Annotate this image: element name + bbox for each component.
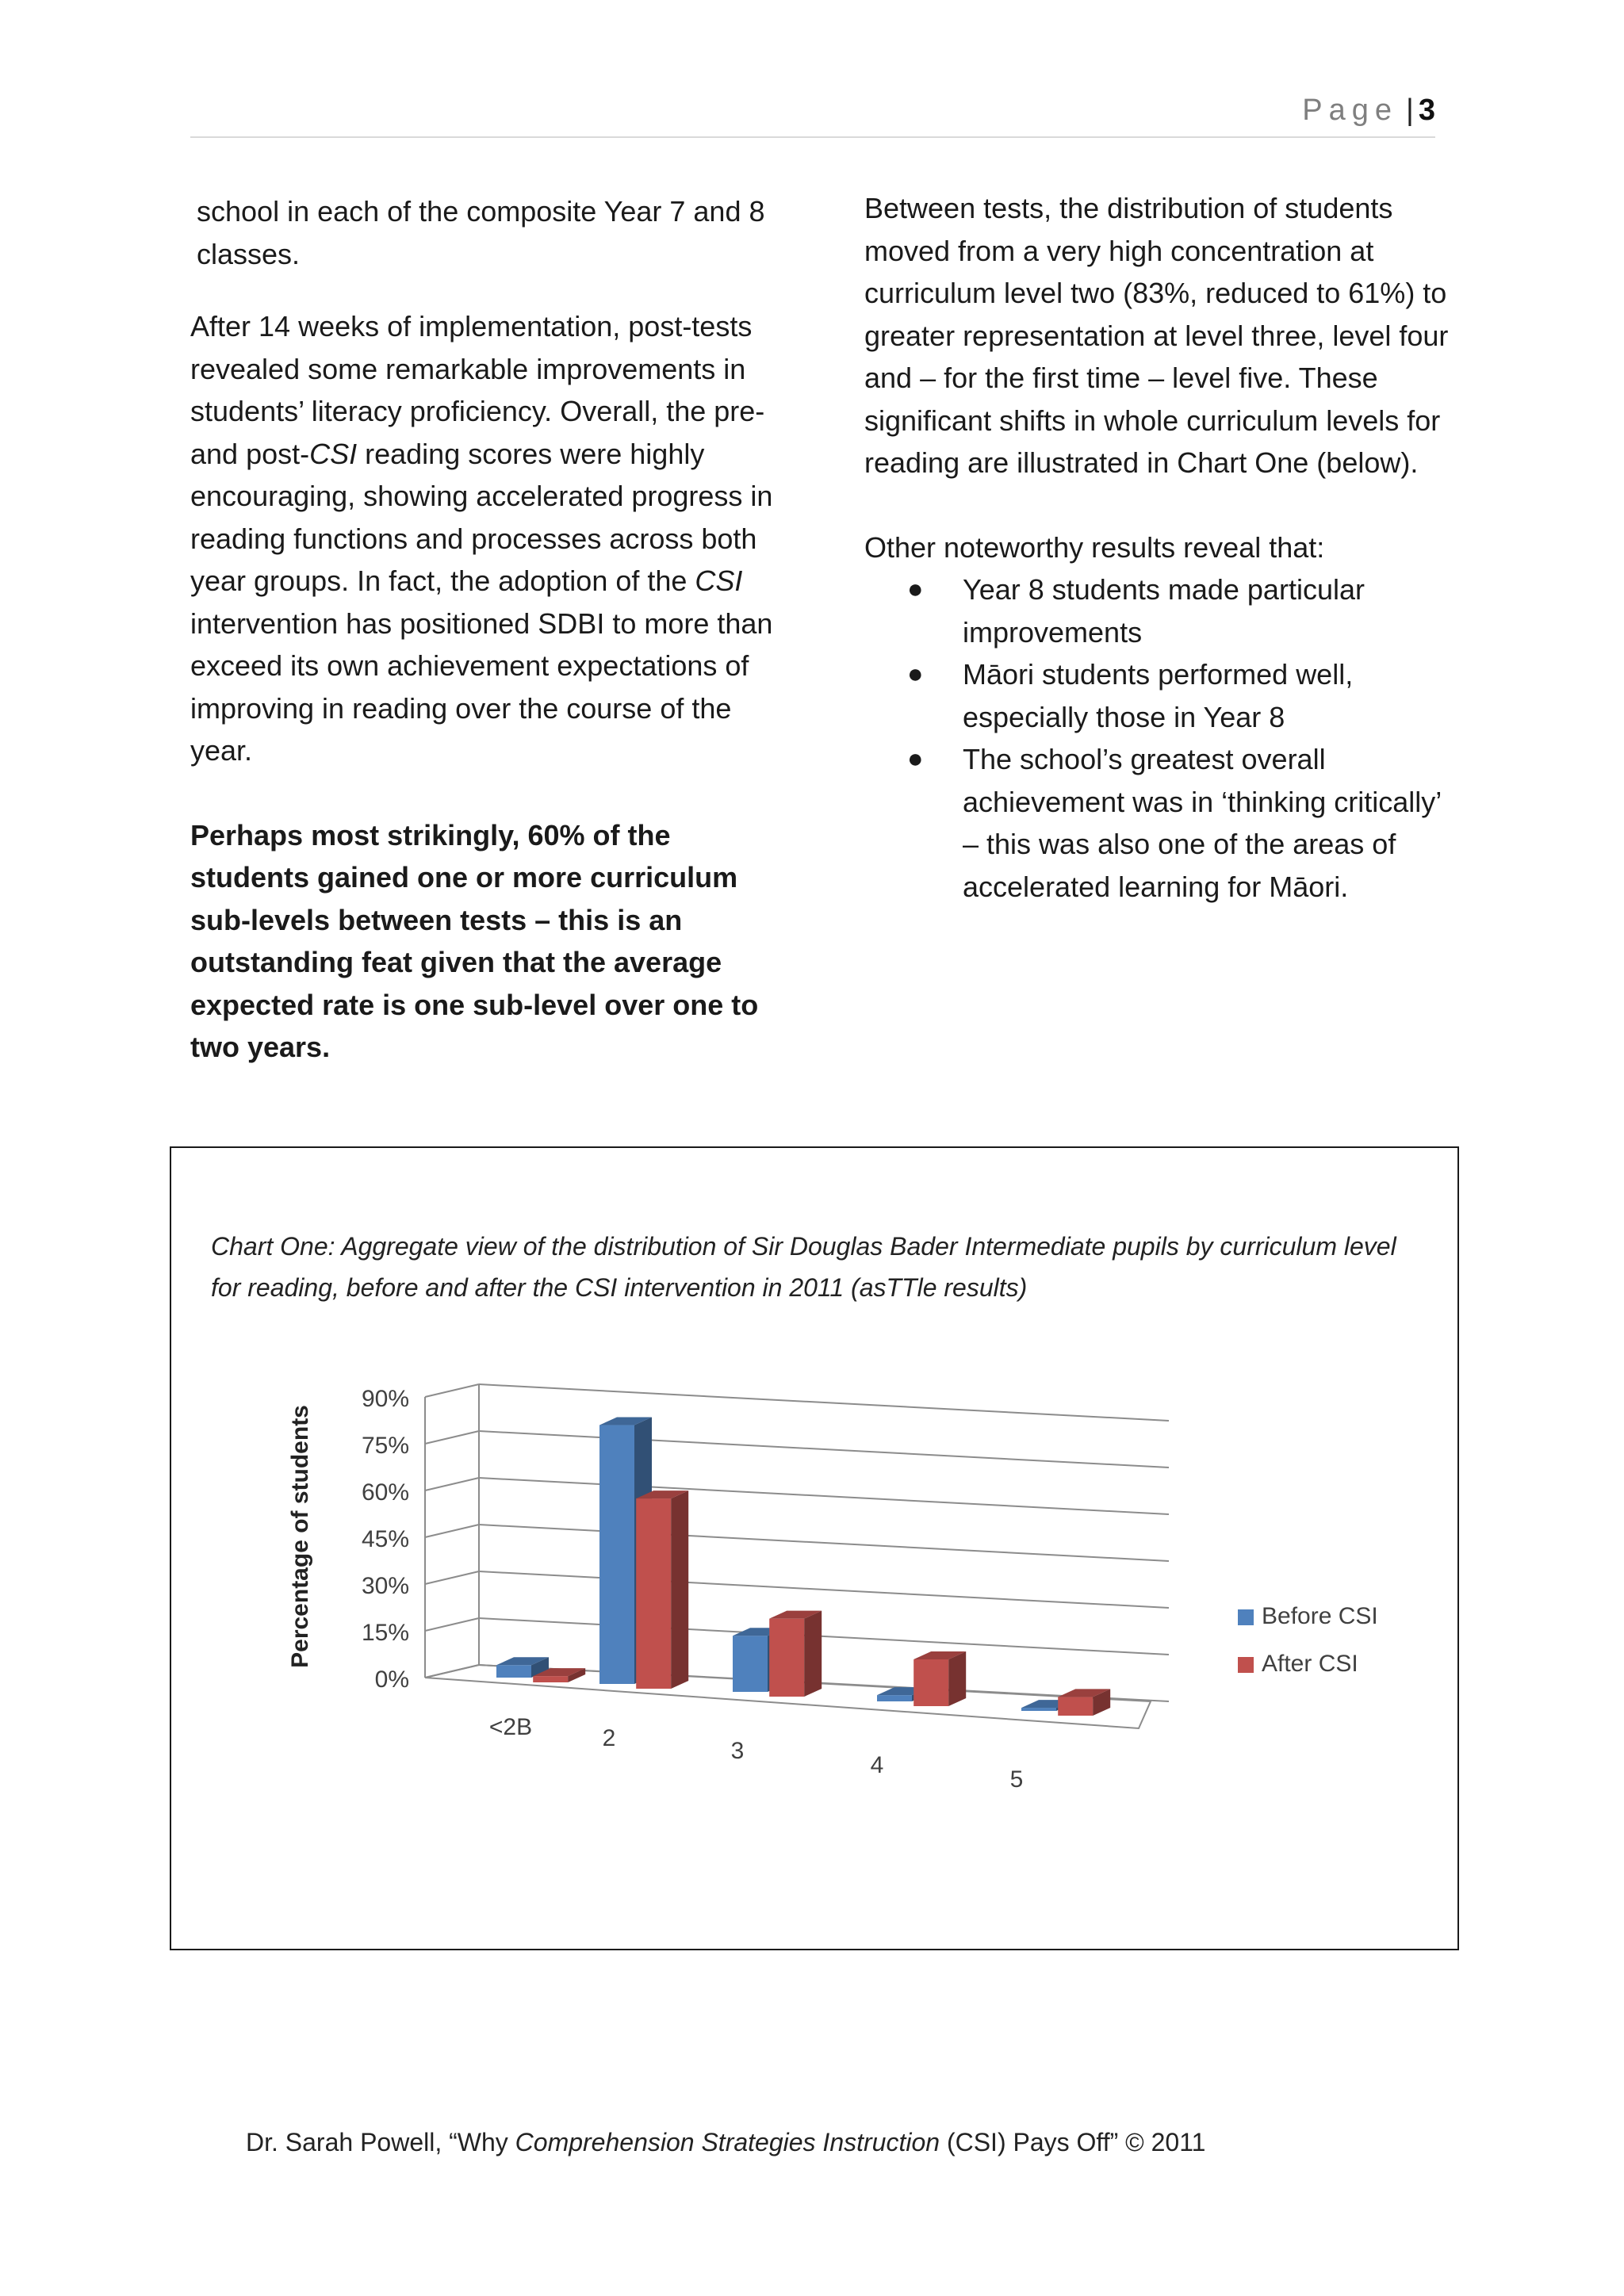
y-axis-title: Percentage of students (287, 1405, 313, 1668)
bar-after-<2B (533, 1676, 568, 1682)
gridline-wall (425, 1478, 479, 1490)
gridline-wall (425, 1618, 479, 1631)
footer-text-a: Dr. Sarah Powell, “Why (246, 2128, 515, 2156)
gridline-wall (425, 1384, 479, 1397)
csi-italic-2: CSI (695, 564, 743, 597)
bullet-text: Year 8 students made particular improvements (963, 573, 1365, 649)
left-paragraph-2-text-b: reading scores were highly encouraging, showing accelerated progress in reading functions and processes across both year groups. In fact, the adoption of the (190, 437, 773, 597)
y-tick-label: 60% (361, 1479, 409, 1506)
bar-after-4 (914, 1659, 948, 1706)
chart-caption: Chart One: Aggregate view of the distribution of Sir Douglas Bader Intermediate pupils by curriculum level for reading, before and after the CSI intervention in 2011 (asTTle results) (211, 1232, 1396, 1302)
left-column (190, 190, 777, 1069)
y-tick-label: 75% (361, 1433, 409, 1459)
footer-italic-title: Comprehension Strategies Instruction (515, 2128, 940, 2156)
gridline (479, 1478, 1169, 1514)
bullet-text: The school’s greatest overall achievement was in ‘thinking critically’ – this was also one of the areas of accelerated learning for Māori. (963, 743, 1441, 903)
bullet-item (864, 653, 1459, 738)
x-tick-label: 4 (870, 1752, 884, 1778)
legend-label: After CSI (1262, 1651, 1358, 1677)
x-tick-label: 3 (730, 1738, 745, 1764)
x-tick-label: 5 (1009, 1766, 1024, 1793)
bar-after-5 (1058, 1697, 1093, 1716)
left-paragraph-2-text-c: intervention has positioned SDBI to more than exceed its own achievement expectations of improving in reading over the course of the year. (190, 607, 773, 767)
gridline (479, 1384, 1169, 1421)
y-tick-label: 0% (374, 1667, 409, 1693)
bar-side (948, 1651, 966, 1706)
bar-before-2 (599, 1425, 634, 1684)
footer-text-b: (CSI) Pays Off” © 2011 (940, 2128, 1206, 2156)
right-paragraph-2: Other noteworthy results reveal that: (864, 530, 1325, 564)
page-header (190, 94, 1435, 138)
bullet-dot-icon: ● (907, 744, 924, 774)
chart-svg (171, 1148, 1457, 1949)
results-bullet-list (864, 568, 1459, 908)
bar-after-3 (769, 1619, 804, 1697)
bullet-dot-icon: ● (907, 659, 924, 689)
bullet-item (864, 738, 1459, 908)
page-label: Page (1302, 94, 1398, 127)
page-separator: | (1405, 94, 1414, 127)
chart-one-box (170, 1146, 1459, 1950)
bar-before-5 (1021, 1708, 1056, 1711)
x-tick-label: 2 (602, 1725, 616, 1751)
bullet-item (864, 568, 1459, 653)
right-paragraph-1: Between tests, the distribution of students moved from a very high concentration at curriculum level two (83%, reduced to 61%) to greater representation at level three, level four and – for the first time – level five. These significant shifts in whole curriculum levels for reading are illustrated in Chart One (below). (864, 192, 1449, 479)
gridline (479, 1618, 1169, 1655)
gridline (479, 1571, 1169, 1608)
left-paragraph-1: school in each of the composite Year 7 and 8 classes. (197, 195, 765, 270)
gridline-wall (425, 1431, 479, 1444)
csi-italic-1: CSI (309, 437, 358, 470)
page-number: 3 (1418, 94, 1435, 127)
legend-label: Before CSI (1262, 1603, 1378, 1629)
y-tick-label: 45% (361, 1526, 409, 1552)
left-paragraph-2-text-a: After 14 weeks of implementation, post-tests revealed some remarkable improvements in students’ literacy proficiency. Overall, the pre- and post- (190, 310, 765, 470)
gridline-wall (425, 1525, 479, 1537)
right-column (864, 187, 1459, 908)
gridline (479, 1525, 1169, 1561)
x-tick-label: <2B (488, 1714, 533, 1740)
left-paragraph-3-bold: Perhaps most strikingly, 60% of the students gained one or more curriculum sub-levels between tests – this is an outstanding feat given that the average expected rate is one sub-level over one to two years. (190, 818, 759, 1063)
left-paragraph-2 (190, 305, 777, 772)
y-tick-label: 90% (361, 1386, 409, 1412)
y-tick-label: 30% (361, 1573, 409, 1599)
legend-swatch-after (1238, 1657, 1254, 1673)
bar-before-4 (877, 1695, 912, 1701)
bar-side (671, 1490, 688, 1689)
gridline-wall (425, 1571, 479, 1584)
bar-side (804, 1611, 822, 1697)
bar-before-<2B (496, 1665, 531, 1678)
bar-after-2 (636, 1498, 671, 1689)
bar-before-3 (733, 1636, 768, 1692)
gridline (479, 1431, 1169, 1468)
y-tick-label: 15% (361, 1620, 409, 1646)
page-footer (246, 2128, 1435, 2157)
bullet-text: Māori students performed well, especially those in Year 8 (963, 658, 1354, 733)
bullet-dot-icon: ● (907, 574, 924, 604)
legend-swatch-before (1238, 1609, 1254, 1625)
